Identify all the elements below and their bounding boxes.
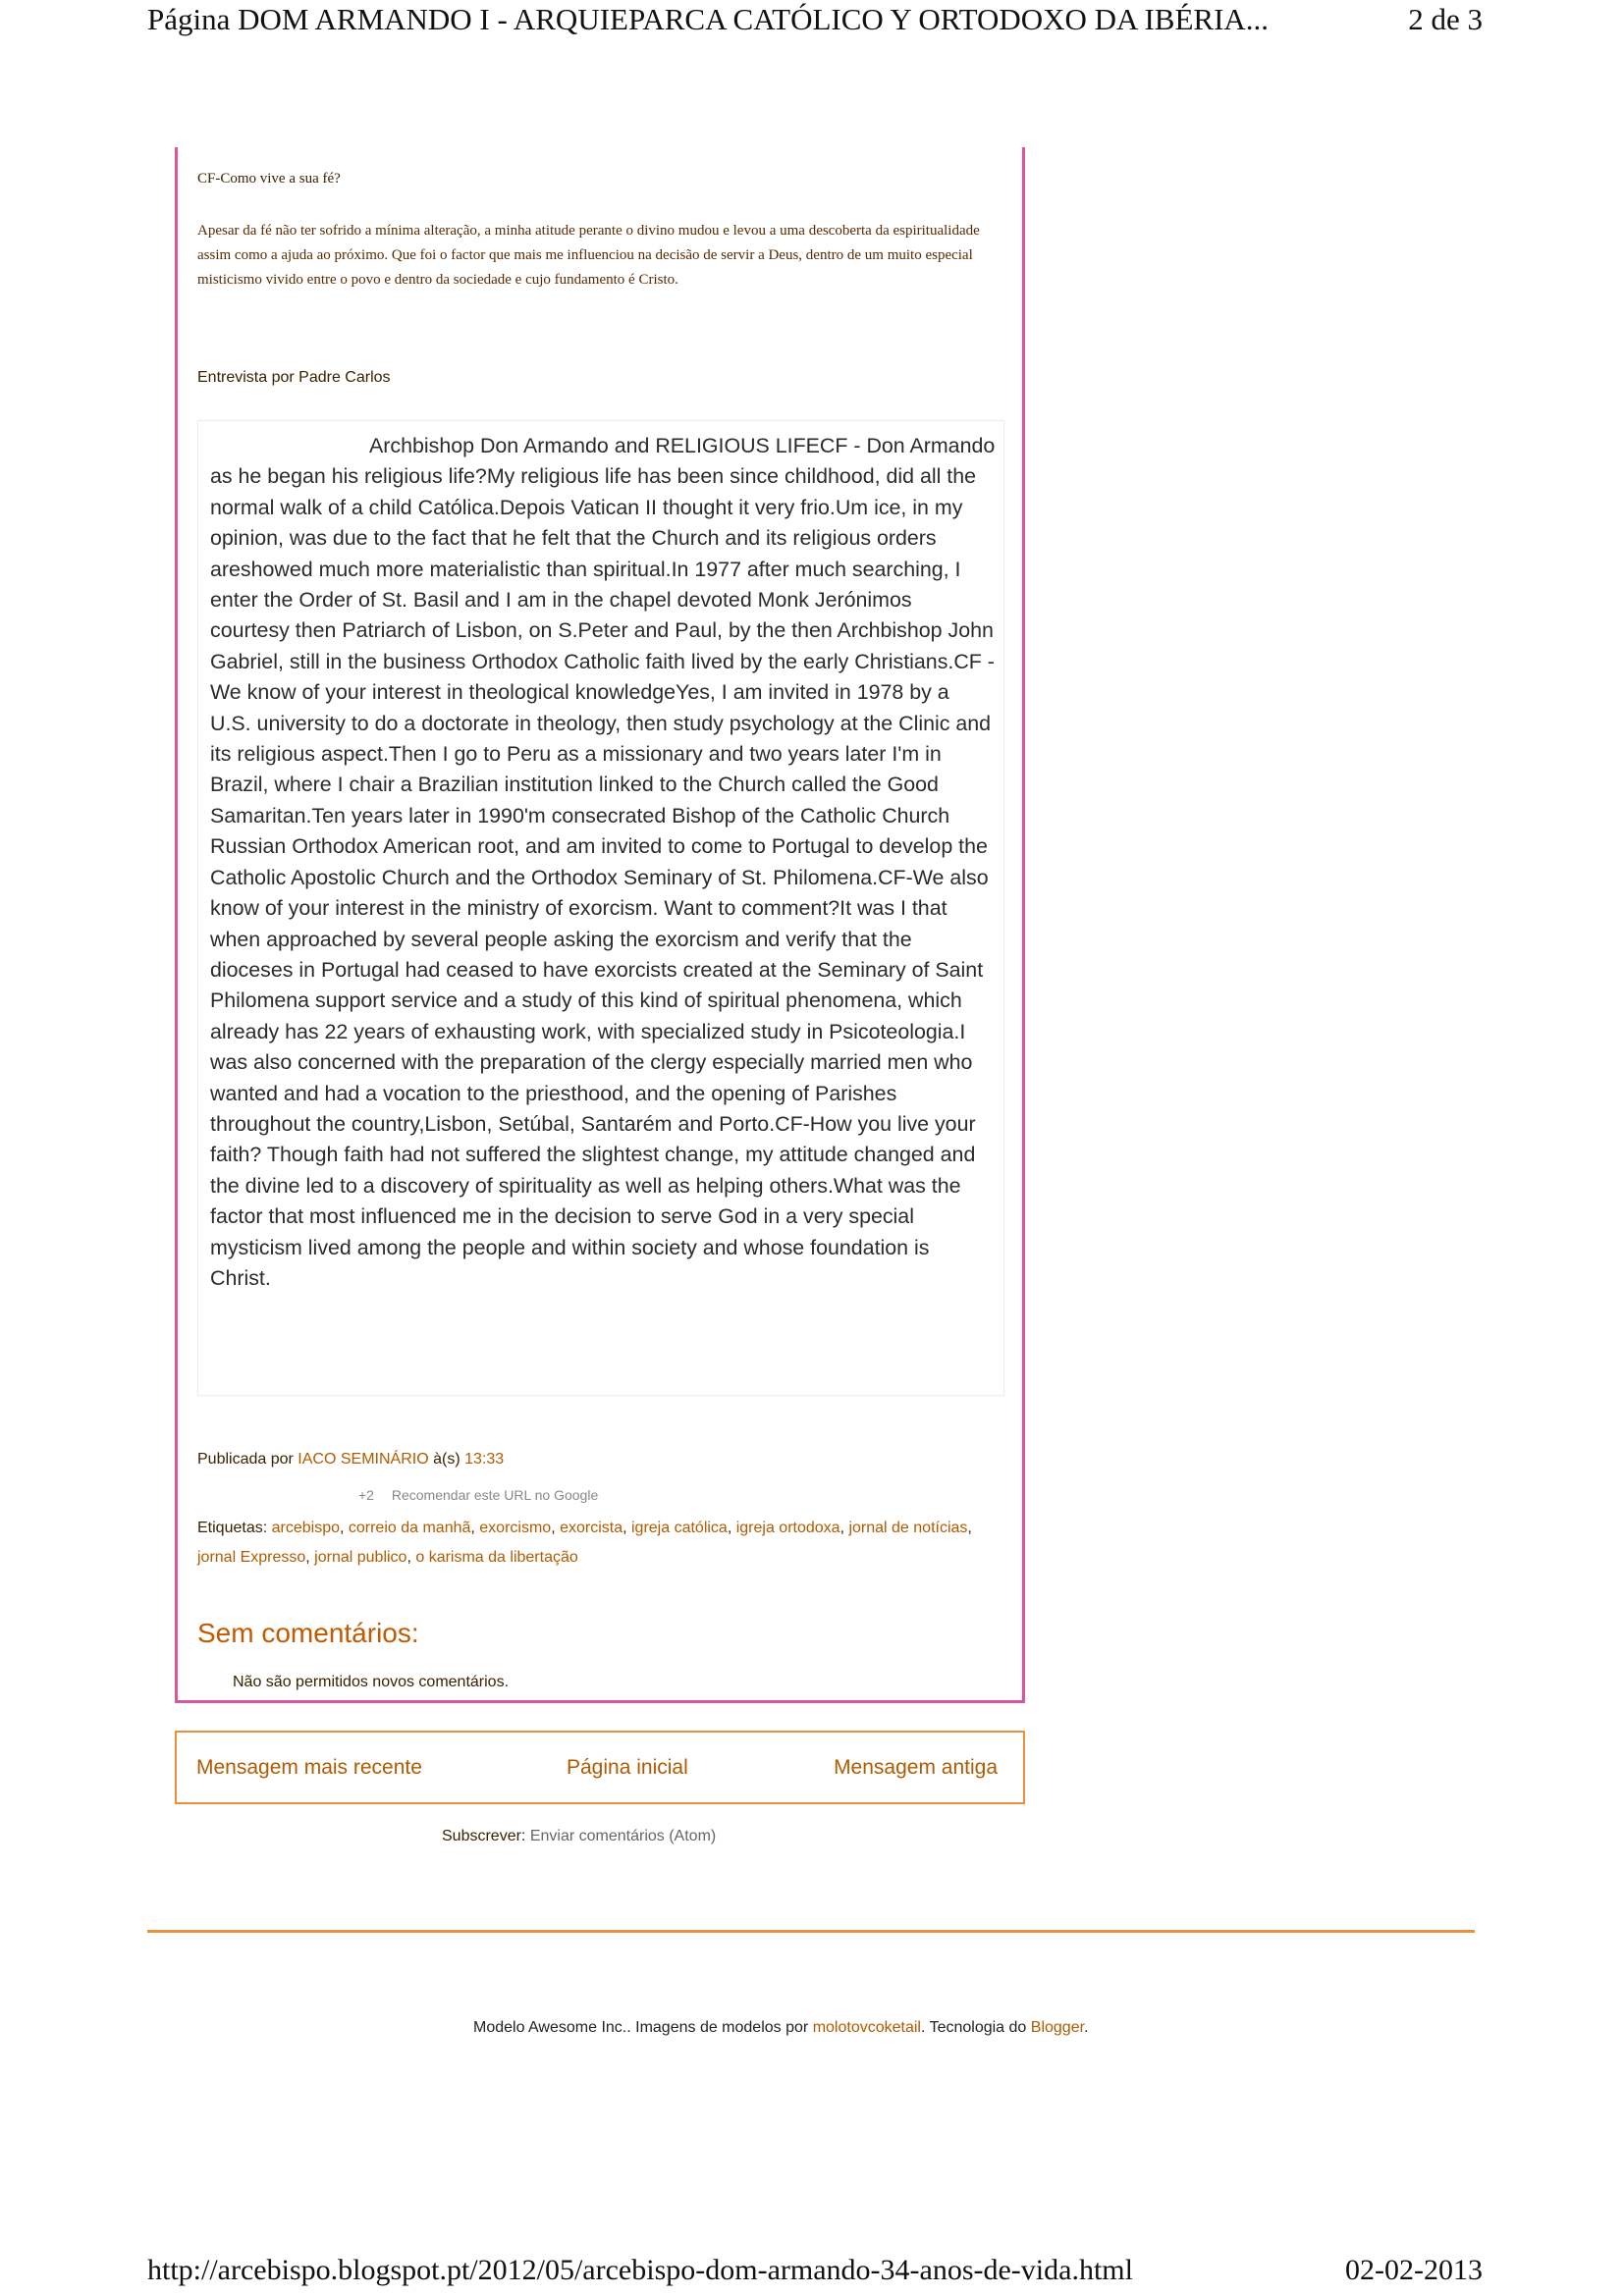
- author-link[interactable]: IACO SEMINÁRIO: [298, 1451, 429, 1468]
- label-link[interactable]: jornal de notícias: [848, 1520, 968, 1536]
- label-link[interactable]: jornal Expresso: [197, 1549, 306, 1566]
- footer-divider: [147, 1930, 1475, 1933]
- time-prefix: à(s): [433, 1451, 460, 1468]
- newer-post-link[interactable]: Mensagem mais recente: [196, 1756, 422, 1779]
- label-link[interactable]: arcebispo: [271, 1520, 340, 1536]
- print-footer: [147, 2254, 1483, 2293]
- english-translation-box: [197, 420, 1004, 1396]
- pt-answer: Apesar da fé não ter sofrido a mínima alteração, a minha atitude perante o divino mudou e levou a uma descoberta da espiritualidade assim como a ajuda ao próximo. Que foi o factor que mais me influenciou na decisão de servir a Deus, dentro de um muito especial misticismo vivido entre o povo e dentro da sociedade e cujo fundamento é Cristo.: [197, 223, 980, 288]
- labels-prefix: Etiquetas:: [197, 1520, 268, 1536]
- label-link[interactable]: exorcismo: [479, 1520, 552, 1536]
- interview-credit: Entrevista por Padre Carlos: [197, 369, 391, 386]
- plus-one-count[interactable]: +2: [358, 1487, 374, 1503]
- no-comments-message: Não são permitidos novos comentários.: [233, 1674, 510, 1690]
- post-meta: [197, 1451, 504, 1468]
- share-row: [358, 1487, 612, 1503]
- post-time-link[interactable]: 13:33: [464, 1451, 505, 1468]
- home-link[interactable]: Página inicial: [567, 1756, 688, 1779]
- attribution-text: Modelo Awesome Inc.. Imagens de modelos por: [473, 2019, 809, 2036]
- print-page-counter: 2 de 3: [1408, 2, 1483, 36]
- subscribe-prefix: Subscrever:: [442, 1828, 526, 1844]
- pt-question: CF-Como vive a sua fé?: [197, 171, 341, 187]
- post-card: [175, 147, 1025, 1703]
- english-translation-text: Archbishop Don Armando and RELIGIOUS LIFECF - Don Armando as he began his religious life?My religious life has been since childhood, did all the normal walk of a child Católica.Depois Vatican II thought it very frio.Um ice, in my opinion, was due to the fact that he felt that the Church and its religious orders areshowed much more materialistic than spiritual.In 1977 after much searching, I enter the Order of St. Basil and I am in the chapel devoted Monk Jerónimos courtesy then Patriarch of Lisbon, on S.Peter and Paul, by the then Archbishop John Gabriel, still in the business Orthodox Catholic faith lived by the early Christians.CF - We know of your interest in theological knowledgeYes, I am invited in 1978 by a U.S. university to do a doctorate in theology, then study psychology at the Clinic and its religious aspect.Then I go to Peru as a missionary and two years later I'm in Brazil, where I chair a Brazilian institution linked to the Church called the Good Samaritan.Ten years later in 1990'm consecrated Bishop of the Catholic Church Russian Orthodox American root, and am invited to come to Portugal to develop the Catholic Apostolic Church and the Orthodox Seminary of St. Philomena.CF-We also know of your interest in the ministry of exorcism. Want to comment?It was I that when approached by several people asking the exorcism and verify that the dioceses in Portugal had ceased to have exorcists created at the Seminary of Saint Philomena support service and a study of this kind of spiritual phenomena, which already has 22 years of exhausting work, with specialized study in Psicoteologia.I was also concerned with the preparation of the clergy especially married men who wanted and had a vocation to the priesthood, and the opening of Parishes throughout the country,Lisbon, Setúbal, Santarém and Porto.CF-How you live your faith? Though faith had not suffered the slightest change, my attitude changed and the divine led to a discovery of spirituality as well as helping others.What was the factor that most influenced me in the decision to serve God in a very special mysticism lived among the people and within society and whose foundation is Christ.: [210, 434, 996, 1290]
- subscribe-row: [442, 1828, 716, 1845]
- attribution-text: . Tecnologia do: [920, 2019, 1027, 2036]
- label-link[interactable]: o karisma da libertação: [415, 1549, 578, 1566]
- published-prefix: Publicada por: [197, 1451, 294, 1468]
- attribution-text: .: [1084, 2019, 1089, 2036]
- label-link[interactable]: correio da manhã: [348, 1520, 471, 1536]
- label-link[interactable]: igreja católica: [631, 1520, 728, 1536]
- print-header: [147, 0, 1483, 43]
- print-page-title: Página DOM ARMANDO I - ARQUIEPARCA CATÓLICO Y ORTODOXO DA IBÉRIA...: [147, 2, 1270, 36]
- blog-pager: [175, 1731, 1025, 1804]
- blogger-link[interactable]: Blogger: [1030, 2019, 1085, 2036]
- recommend-link[interactable]: Recomendar este URL no Google: [391, 1487, 599, 1503]
- atom-feed-link[interactable]: Enviar comentários (Atom): [529, 1828, 717, 1844]
- print-page-url: http://arcebispo.blogspot.pt/2012/05/arcebispo-dom-armando-34-anos-de-vida.html: [147, 2254, 1133, 2286]
- label-link[interactable]: igreja ortodoxa: [735, 1520, 840, 1536]
- print-date: 02-02-2013: [1345, 2254, 1483, 2286]
- label-link[interactable]: jornal publico: [314, 1549, 407, 1566]
- labels-row: Etiquetas: arcebispo, correio da manhã, exorcismo, exorcista, igreja católica, igreja ortodoxa, jornal de notícias, jornal Expresso, jornal publico, o karisma da libertação: [197, 1520, 972, 1566]
- comments-heading: Sem comentários:: [197, 1618, 419, 1648]
- label-link[interactable]: exorcista: [560, 1520, 623, 1536]
- molotovcoketail-link[interactable]: molotovcoketail: [812, 2019, 921, 2036]
- template-attribution: [473, 2019, 1088, 2037]
- older-post-link[interactable]: Mensagem antiga: [834, 1756, 998, 1779]
